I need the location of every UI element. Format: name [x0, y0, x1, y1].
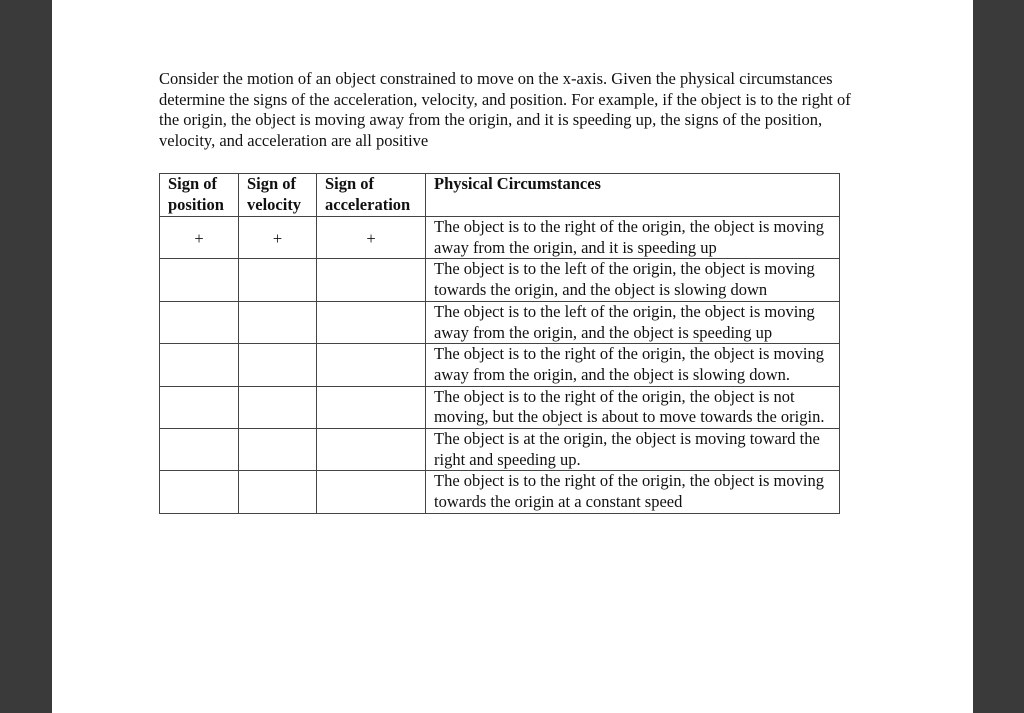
- velocity-cell[interactable]: [239, 429, 317, 471]
- position-cell[interactable]: [160, 259, 239, 301]
- table-row: [160, 386, 840, 428]
- table-row: [160, 301, 840, 343]
- document-page: [52, 0, 973, 713]
- circumstance-cell: The object is to the right of the origin, the object is moving towards the origin at a constant speed: [426, 471, 840, 513]
- velocity-cell[interactable]: [239, 344, 317, 386]
- acceleration-cell[interactable]: [317, 471, 426, 513]
- acceleration-cell[interactable]: [317, 386, 426, 428]
- velocity-cell[interactable]: +: [239, 217, 317, 259]
- table-row: [160, 259, 840, 301]
- header-sign-velocity: Sign of velocity: [239, 174, 317, 217]
- velocity-cell[interactable]: [239, 471, 317, 513]
- header-physical-circumstances: Physical Circumstances: [426, 174, 840, 217]
- circumstance-cell: The object is to the left of the origin, the object is moving towards the origin, and the object is slowing down: [426, 259, 840, 301]
- table-header-row: [160, 174, 840, 217]
- header-sign-position: Sign of position: [160, 174, 239, 217]
- position-cell[interactable]: [160, 386, 239, 428]
- intro-paragraph: Consider the motion of an object constrained to move on the x-axis. Given the physical circumstances determine the signs of the acceleration, velocity, and position. For example, if the object is to the right of the origin, the object is moving away from the origin, and it is speeding up, the signs of the position, velocity, and acceleration are all positive: [159, 69, 851, 151]
- circumstance-cell: The object is at the origin, the object is moving toward the right and speeding up.: [426, 429, 840, 471]
- header-sign-acceleration: Sign of acceleration: [317, 174, 426, 217]
- position-cell[interactable]: [160, 429, 239, 471]
- table-row: [160, 429, 840, 471]
- position-cell[interactable]: +: [160, 217, 239, 259]
- circumstance-cell: The object is to the right of the origin, the object is moving away from the origin, and the object is slowing down.: [426, 344, 840, 386]
- signs-table: [159, 173, 840, 514]
- velocity-cell[interactable]: [239, 301, 317, 343]
- velocity-cell[interactable]: [239, 259, 317, 301]
- circumstance-cell: The object is to the right of the origin, the object is not moving, but the object is about to move towards the origin.: [426, 386, 840, 428]
- acceleration-cell[interactable]: [317, 301, 426, 343]
- position-cell[interactable]: [160, 471, 239, 513]
- acceleration-cell[interactable]: [317, 259, 426, 301]
- acceleration-cell[interactable]: [317, 344, 426, 386]
- table-row: [160, 217, 840, 259]
- circumstance-cell: The object is to the left of the origin, the object is moving away from the origin, and the object is speeding up: [426, 301, 840, 343]
- circumstance-cell: The object is to the right of the origin, the object is moving away from the origin, and it is speeding up: [426, 217, 840, 259]
- table-row: [160, 471, 840, 513]
- velocity-cell[interactable]: [239, 386, 317, 428]
- table-row: [160, 344, 840, 386]
- position-cell[interactable]: [160, 301, 239, 343]
- acceleration-cell[interactable]: +: [317, 217, 426, 259]
- acceleration-cell[interactable]: [317, 429, 426, 471]
- position-cell[interactable]: [160, 344, 239, 386]
